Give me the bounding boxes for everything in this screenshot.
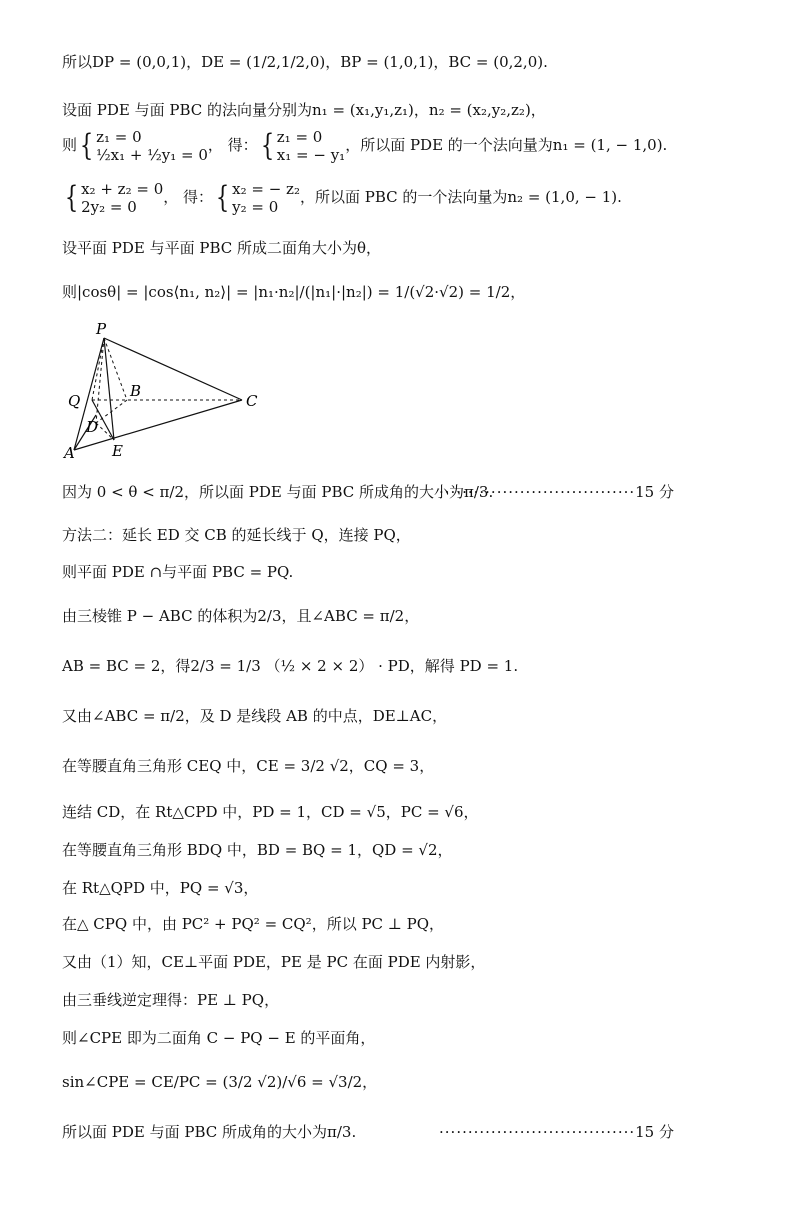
text-line-2: 设面 PDE 与面 PBC 的法向量分别为n₁ = (x₁,y₁,z₁)，n₂ = (x₂,y₂,z₂)， (62, 101, 546, 119)
mid-text: ， 得： (207, 136, 258, 154)
text-line-6: 则|cosθ| = |cos⟨n₁, n₂⟩| = |n₁·n₂|/(|n₁|·|n₂|) = 1/(√2·√2) = 1/2， (62, 283, 526, 301)
label-B: B (130, 382, 142, 400)
score-1-label: 15 分 (635, 483, 674, 501)
text-line-5: 设平面 PDE 与平面 PBC 所成二面角大小为θ， (62, 239, 382, 257)
eq-2a: z₁ = 0 (276, 128, 323, 146)
line-7-text: 因为 0 < θ < π/2，所以面 PDE 与面 PBC 所成角的大小为π/3. (62, 483, 494, 501)
eq-4a: x₂ = − z₂ (232, 180, 300, 198)
eq-3b: 2y₂ = 0 (81, 198, 137, 216)
text-line-21: sin∠CPE = CE/PC = (3/2 √2)/√6 = √3/2， (62, 1073, 378, 1091)
score-2-label: 15 分 (635, 1123, 674, 1141)
eq-3a: x₂ + z₂ = 0 (81, 180, 164, 198)
text-line-18: 又由（1）知，CE⊥平面 PDE，PE 是 PC 在面 PDE 内射影， (62, 953, 486, 971)
pyramid-figure (62, 318, 272, 463)
equation-system-1 (62, 128, 740, 172)
score-2 (439, 1122, 674, 1142)
text-line-14: 连结 CD，在 Rt△CPD 中，PD = 1，CD = √5，PC = √6， (62, 803, 479, 821)
line-22-text: 所以面 PDE 与面 PBC 所成角的大小为π/3. (62, 1123, 357, 1141)
brace-icon: { (79, 128, 94, 163)
dots: ·································· (439, 1123, 636, 1141)
eq-2b: x₁ = − y₁ (276, 146, 346, 164)
eq-4b: y₂ = 0 (232, 198, 279, 216)
text-line-16: 在 Rt△QPD 中，PQ = √3， (62, 879, 259, 897)
text-line-13: 在等腰直角三角形 CEQ 中，CE = 3/2 √2，CQ = 3， (62, 757, 435, 775)
label-C: C (246, 392, 258, 410)
system-3 (81, 180, 163, 216)
text-line-19: 由三垂线逆定理得：PE ⊥ PQ， (62, 991, 280, 1009)
brace-icon: { (215, 180, 230, 215)
eq-1b: ½x₁ + ½y₁ = 0 (96, 146, 208, 164)
text-line-11: AB = BC = 2，得2/3 = 1/3 （½ × 2 × 2） · PD，解得 PD = 1. (62, 657, 519, 675)
label-A: A (64, 444, 75, 462)
system-2 (277, 128, 345, 164)
score-1 (439, 482, 674, 502)
brace-icon: { (260, 128, 274, 163)
text-line-1: 所以DP = (0,0,1)，DE = (1/2,1/2,0)，BP = (1,0,1)，BC = (0,2,0). (62, 53, 548, 71)
text-line-9: 则平面 PDE ∩与平面 PBC = PQ. (62, 563, 294, 581)
eq-1a: z₁ = 0 (96, 128, 142, 146)
suffix-text: ，所以面 PDE 的一个法向量为n₁ = (1, − 1,0). (345, 136, 668, 154)
text-line-22 (62, 1122, 740, 1142)
brace-icon: { (64, 180, 79, 215)
label-E: E (112, 442, 123, 460)
mid-text: ， 得： (163, 188, 214, 206)
text-line-12: 又由∠ABC = π/2，及 D 是线段 AB 的中点，DE⊥AC， (62, 707, 448, 725)
text-line-15: 在等腰直角三角形 BDQ 中，BD = BQ = 1，QD = √2， (62, 841, 453, 859)
text-line-8: 方法二：延长 ED 交 CB 的延长线于 Q，连接 PQ， (62, 526, 411, 544)
suffix-text: ，所以面 PBC 的一个法向量为n₂ = (1,0, − 1). (299, 188, 622, 206)
label-P: P (96, 320, 107, 338)
system-1 (96, 128, 208, 164)
text-line-10: 由三棱锥 P − ABC 的体积为2/3，且∠ABC = π/2， (62, 607, 420, 625)
text-line-17: 在△ CPQ 中，由 PC² + PQ² = CQ²，所以 PC ⊥ PQ， (62, 915, 445, 933)
equation-system-2 (62, 180, 740, 224)
system-4 (232, 180, 300, 216)
prefix: 则 (62, 136, 78, 154)
text-line-20: 则∠CPE 即为二面角 C − PQ − E 的平面角， (62, 1029, 376, 1047)
label-Q: Q (68, 392, 81, 410)
text-line-7 (62, 482, 740, 502)
dots: ·································· (439, 483, 636, 501)
label-D: D (86, 418, 99, 436)
